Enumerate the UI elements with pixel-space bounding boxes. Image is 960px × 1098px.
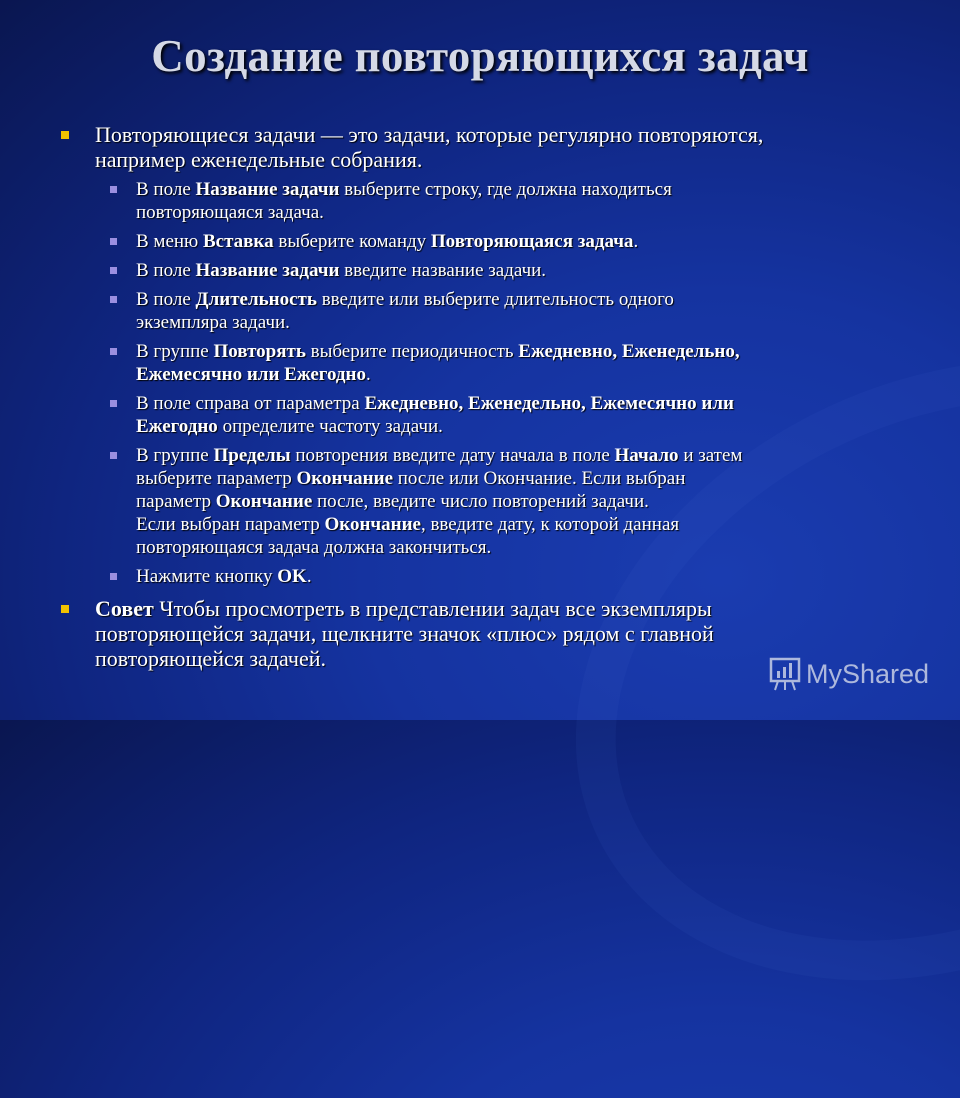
myshared-watermark <box>768 656 929 692</box>
bold-term: Начало <box>614 445 679 466</box>
bold-term: Название задачи <box>195 260 340 281</box>
text-segment: . <box>633 231 639 252</box>
text-segment: Нажмите кнопку <box>136 566 278 587</box>
bold-term: Длительность <box>195 289 317 310</box>
text-segment: Чтобы просмотреть в представлении задач все экземпляры повторяющейся задачи, щелкните значок «плюс» рядом с главной повторяющейся задачей. <box>95 596 714 671</box>
square-bullet-icon <box>110 238 117 245</box>
bold-term: Пределы <box>213 445 291 466</box>
text-segment: В группе <box>136 341 214 362</box>
text-segment: В группе <box>136 445 214 466</box>
text-segment: выберите строку, где должна находиться повторяющаяся задача. <box>136 179 672 223</box>
sub-bullet-item <box>0 340 960 386</box>
text-segment: выберите команду <box>273 231 431 252</box>
bold-term: Повторять <box>213 341 306 362</box>
text-segment: определите частоту задачи. <box>217 416 443 437</box>
bold-term: Окончание <box>215 491 313 512</box>
watermark-text: MyShared <box>806 658 930 689</box>
bold-term: OK <box>277 566 307 587</box>
sub-bullet-item <box>0 444 960 559</box>
text-segment: В поле <box>136 289 196 310</box>
square-bullet-icon <box>110 573 117 580</box>
bullet-list <box>0 122 960 677</box>
bold-term: Ежедневно, Еженедельно, Ежемесячно или Ежегодно <box>136 393 734 437</box>
presentation-board-icon <box>768 656 802 692</box>
square-bullet-icon <box>61 605 69 613</box>
bold-term: Ежедневно, Еженедельно, Ежемесячно или Ежегодно <box>136 341 740 385</box>
slide-title: Создание повторяющихся задач <box>151 31 809 81</box>
text-segment: после или Окончание. Если выбран параметр <box>136 468 686 512</box>
sub-bullet-item <box>0 259 960 282</box>
bold-term: Совет <box>95 596 154 621</box>
square-bullet-icon <box>110 296 117 303</box>
bold-term: Название задачи <box>195 179 340 200</box>
sub-bullet-item <box>0 392 960 438</box>
text-segment: после, введите число повторений задачи. Если выбран параметр <box>136 491 649 535</box>
bold-term: Окончание <box>296 468 393 489</box>
text-segment: введите или выберите длительность одного экземпляра задачи. <box>136 289 674 333</box>
text-segment: В меню <box>136 231 203 252</box>
text-segment: В поле <box>136 179 196 200</box>
text-segment: . <box>365 364 371 385</box>
text-segment: Повторяющиеся задачи — это задачи, которые регулярно повторяются, например еженедельные собрания. <box>95 122 764 172</box>
sub-bullet-item <box>0 565 960 588</box>
bullet-item <box>0 122 960 172</box>
square-bullet-icon <box>61 131 69 139</box>
text-segment: В поле <box>136 260 196 281</box>
text-segment: выберите периодичность <box>305 341 519 362</box>
sub-bullet-item <box>0 230 960 253</box>
square-bullet-icon <box>110 267 117 274</box>
square-bullet-icon <box>110 186 117 193</box>
text-segment: . <box>306 566 312 587</box>
bold-term: Вставка <box>203 231 274 252</box>
text-segment: В поле справа от параметра <box>136 393 365 414</box>
bold-term: Окончание <box>324 514 421 535</box>
text-segment: и затем выберите параметр <box>136 445 743 489</box>
sub-bullet-item <box>0 288 960 334</box>
square-bullet-icon <box>110 400 117 407</box>
text-segment: , введите дату, к которой данная повторяющаяся задача должна закончиться. <box>136 514 680 558</box>
square-bullet-icon <box>110 348 117 355</box>
square-bullet-icon <box>110 452 117 459</box>
text-segment: введите название задачи. <box>339 260 547 281</box>
text-segment: повторения введите дату начала в поле <box>290 445 615 466</box>
sub-bullet-item <box>0 178 960 224</box>
bold-term: Повторяющаяся задача <box>430 231 634 252</box>
